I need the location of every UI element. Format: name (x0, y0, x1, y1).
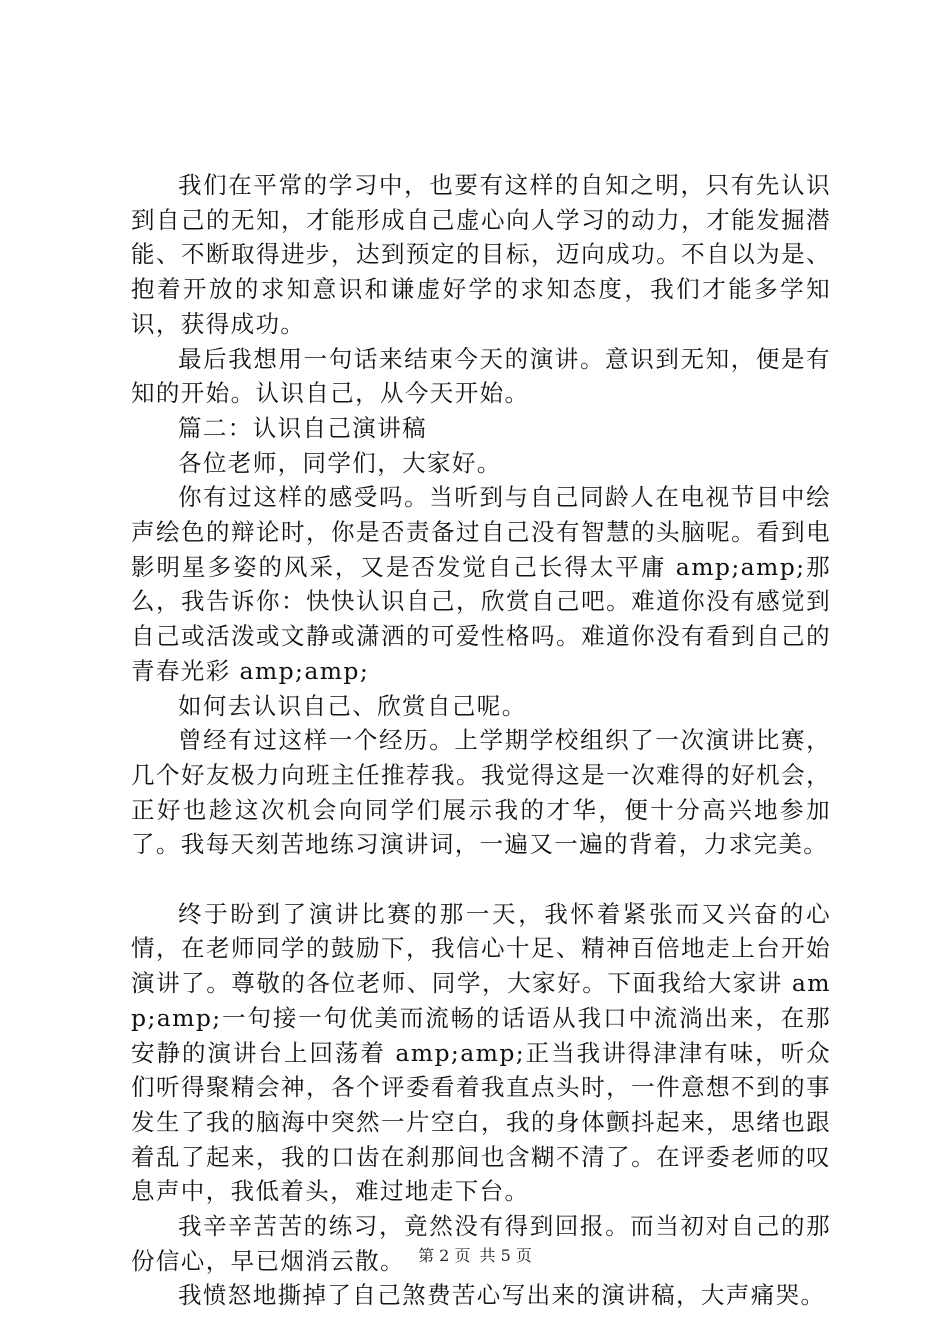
paragraph: 我辛辛苦苦的练习，竟然没有得到回报。而当初对自己的那份信心，早已烟消云散。 (131, 1212, 831, 1275)
paragraph: 我们在平常的学习中，也要有这样的自知之明，只有先认识到自己的无知，才能形成自己虚心向人学习的动力，才能发掘潜能、不断取得进步，达到预定的目标，迈向成功。不自以为是、抱着开放的求知意识和谦虚好学的求知态度，我们才能多学知识，获得成功。 (131, 171, 831, 338)
page-footer (0, 1246, 950, 1266)
paragraph: 如何去认识自己、欣赏自己呢。 (178, 691, 527, 720)
paragraph: 终于盼到了演讲比赛的那一天，我怀着紧张而又兴奋的心情，在老师同学的鼓励下，我信心十足、精神百倍地走上台开始演讲了。尊敬的各位老师、同学，大家好。下面我给大家讲 amp;amp;一句接一句优美而流畅的话语从我口中流淌出来，在那安静的演讲台上回荡着 amp;amp;正当我讲得津津有味，听众们听得聚精会神，各个评委看着我直点头时，一件意想不到的事发生了我的脑海中突然一片空白，我的身体颤抖起来，思绪也跟着乱了起来，我的口齿在刹那间也含糊不清了。在评委老师的叹息声中，我低着头，难过地走下台。 (131, 899, 831, 1206)
paragraph: 曾经有过这样一个经历。上学期学校组织了一次演讲比赛，几个好友极力向班主任推荐我。我觉得这是一次难得的好机会，正好也趁这次机会向同学们展示我的才华，便十分高兴地参加了。我每天刻苦地练习演讲词，一遍又一遍的背着，力求完美。 (131, 726, 831, 859)
paragraph: 你有过这样的感受吗。当听到与自己同龄人在电视节目中绘声绘色的辩论时，你是否责备过自己没有智慧的头脑呢。看到电影明星多姿的风采，又是否发觉自己长得太平庸 amp;amp;那么，我告诉你：快快认识自己，欣赏自己吧。难道你没有感觉到自己或活泼或文静或潇洒的可爱性格吗。难道你没有看到自己的青春光彩 amp;amp; (131, 483, 831, 685)
greeting: 各位老师，同学们，大家好。 (178, 448, 502, 477)
paragraph: 我愤怒地撕掉了自己煞费苦心写出来的演讲稿，大声痛哭。 (178, 1281, 826, 1310)
section-heading: 篇二：认识自己演讲稿 (178, 413, 427, 442)
paragraph: 最后我想用一句话来结束今天的演讲。意识到无知，便是有知的开始。认识自己，从今天开始。 (131, 344, 831, 408)
page-number: 第 2 页 (418, 1246, 471, 1265)
page-total: 共 5 页 (479, 1246, 532, 1265)
document-body (131, 168, 831, 1313)
